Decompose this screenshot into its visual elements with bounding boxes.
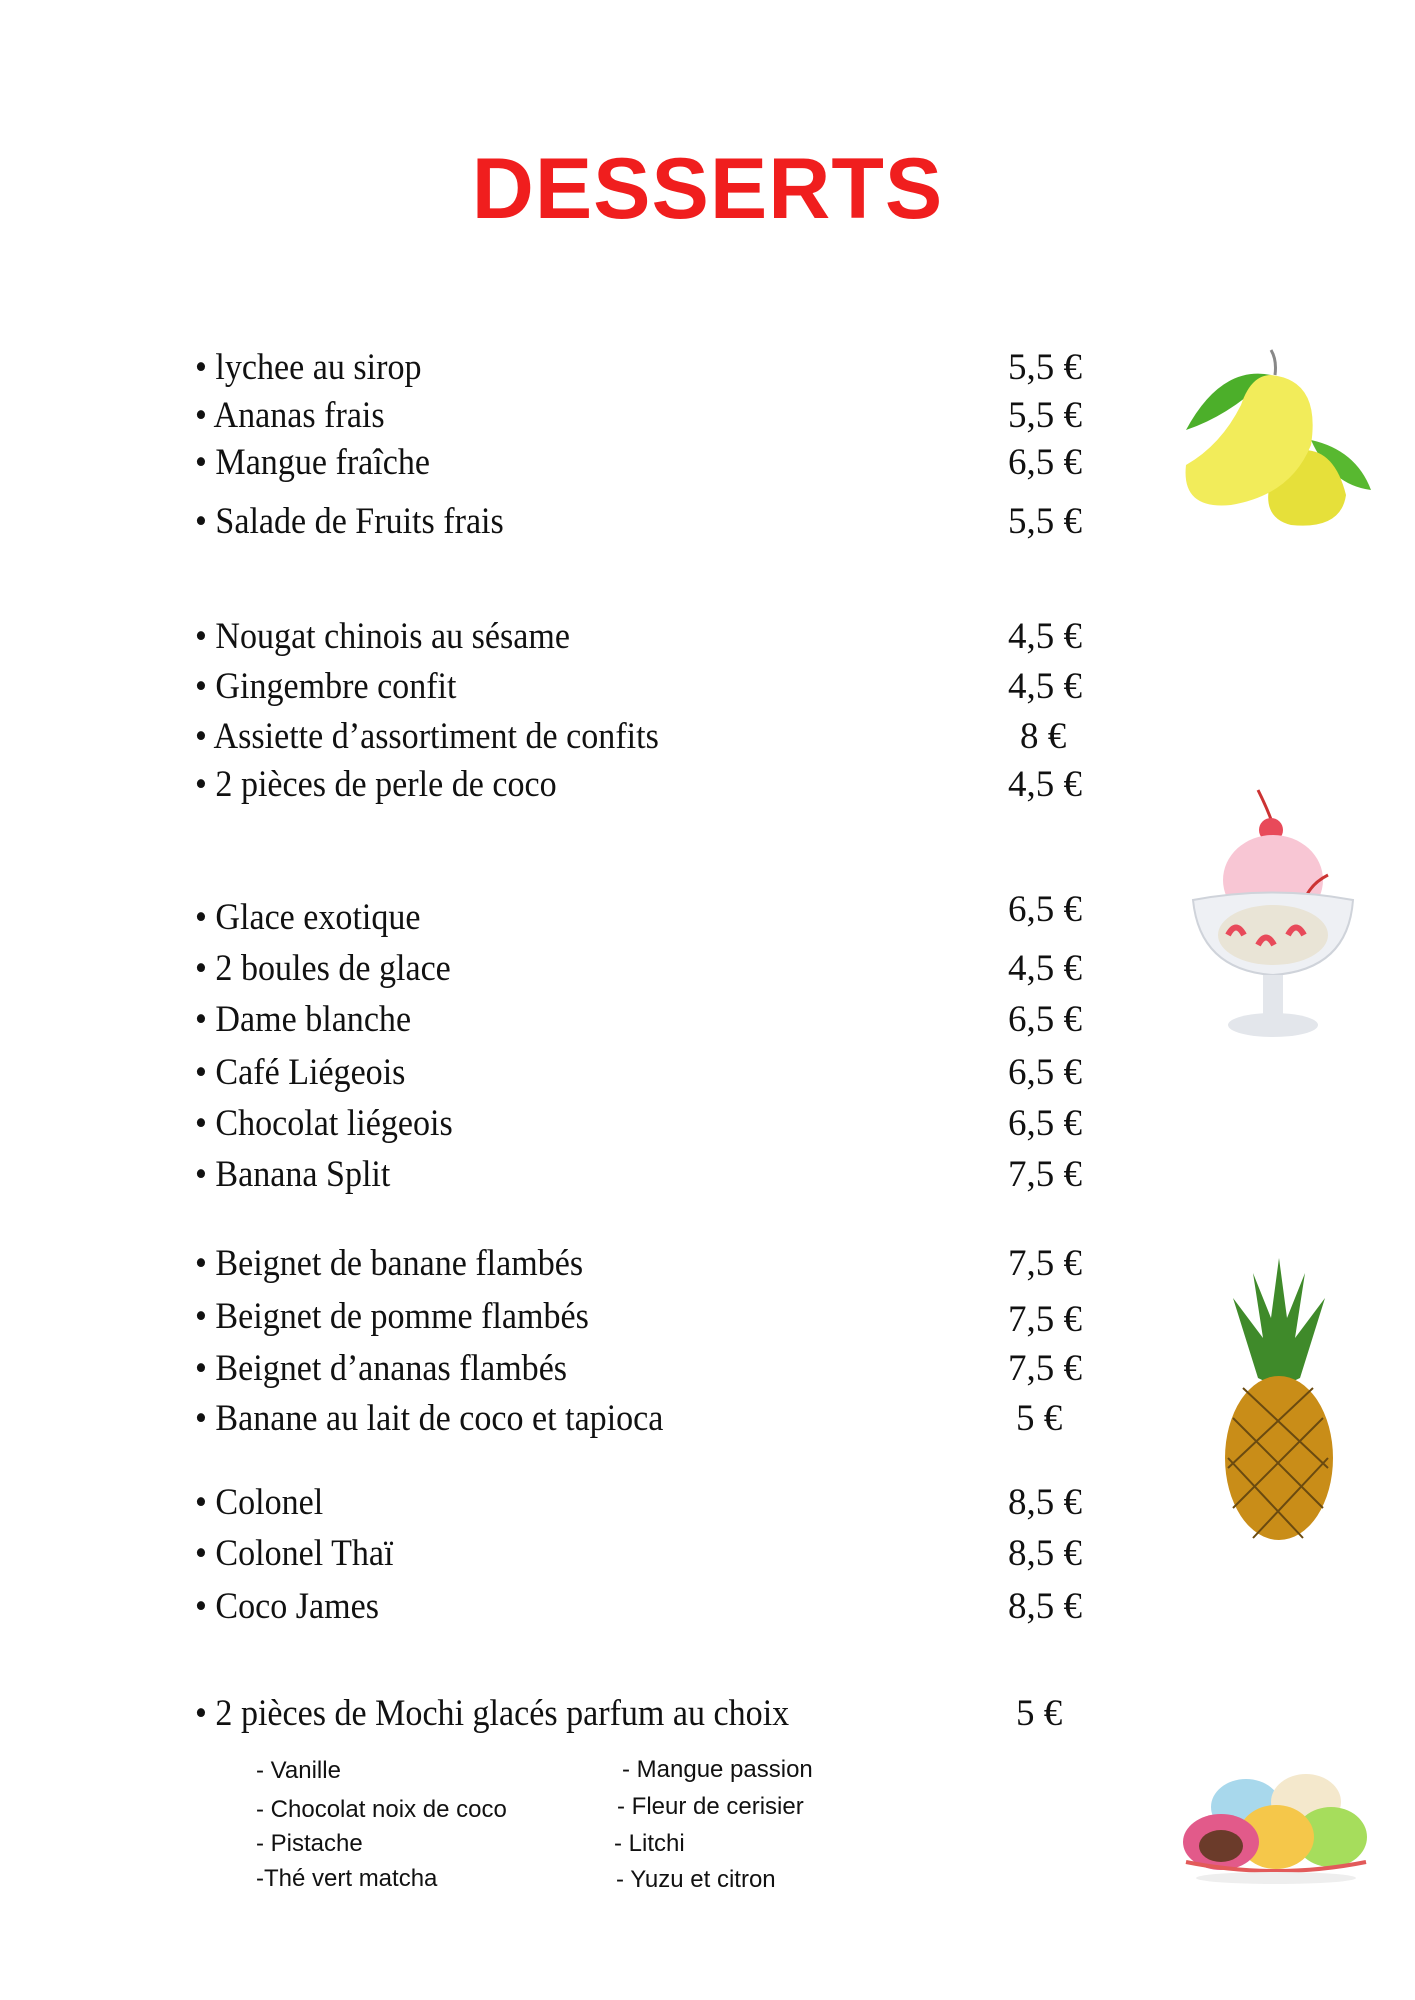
menu-item-price: 6,5 € [1008,1052,1082,1093]
menu-item-price: 8 € [1020,716,1067,757]
menu-item-price: 8,5 € [1008,1482,1082,1523]
flavor-item: - Mangue passion [622,1756,813,1783]
menu-item-price: 4,5 € [1008,764,1082,805]
menu-item-name: • 2 boules de glace [195,948,451,989]
flavor-item: - Chocolat noix de coco [256,1796,507,1823]
menu-item-price: 5 € [1016,1398,1063,1439]
ice-cream-sundae-illustration [1188,785,1358,1055]
menu-item-price: 4,5 € [1008,616,1082,657]
menu-item-name: • Beignet de pomme flambés [195,1296,589,1337]
menu-item-name: • lychee au sirop [195,347,422,388]
menu-item-price: 6,5 € [1008,999,1082,1040]
mango-illustration [1181,345,1373,535]
menu-item-price: 5 € [1016,1693,1063,1734]
menu-item-price: 7,5 € [1008,1154,1082,1195]
menu-item-price: 7,5 € [1008,1348,1082,1389]
menu-item-price: 4,5 € [1008,948,1082,989]
menu-item-name: • 2 pièces de perle de coco [195,764,557,805]
menu-item-name: • Mangue fraîche [195,442,430,483]
flavor-item: -Thé vert matcha [256,1865,438,1892]
menu-item-price: 5,5 € [1008,347,1082,388]
menu-item-price: 7,5 € [1008,1299,1082,1340]
menu-item-price: 6,5 € [1008,1103,1082,1144]
pineapple-illustration [1223,1258,1335,1540]
menu-item-name: • Gingembre confit [195,666,457,707]
menu-item-price: 4,5 € [1008,666,1082,707]
menu-item-price: 6,5 € [1008,889,1082,930]
menu-item-name: • Ananas frais [195,395,385,436]
menu-item-name: • Assiette d’assortiment de confits [195,716,659,757]
menu-item-name: • Nougat chinois au sésame [195,616,570,657]
menu-item-name: • Glace exotique [195,897,421,938]
menu-item-name: • Chocolat liégeois [195,1103,453,1144]
menu-item-name: • Beignet d’ananas flambés [195,1348,568,1389]
flavor-item: - Litchi [614,1830,685,1857]
menu-item-name: • 2 pièces de Mochi glacés parfum au choix [195,1693,790,1734]
menu-item-price: 6,5 € [1008,442,1082,483]
page-title: DESSERTS [471,141,944,237]
menu-item-name: • Colonel [195,1482,324,1523]
menu-item-price: 8,5 € [1008,1533,1082,1574]
menu-item-name: • Banane au lait de coco et tapioca [195,1398,664,1439]
menu-item-name: • Dame blanche [195,999,412,1040]
flavor-item: - Vanille [256,1757,341,1784]
menu-item-price: 8,5 € [1008,1586,1082,1627]
menu-item-price: 5,5 € [1008,395,1082,436]
menu-item-name: • Colonel Thaï [195,1533,394,1574]
flavor-item: - Yuzu et citron [616,1866,776,1893]
flavor-item: - Fleur de cerisier [617,1793,804,1820]
menu-item-price: 7,5 € [1008,1243,1082,1284]
menu-item-name: • Café Liégeois [195,1052,406,1093]
menu-item-price: 5,5 € [1008,501,1082,542]
flavor-item: - Pistache [256,1830,363,1857]
menu-item-name: • Banana Split [195,1154,391,1195]
menu-item-name: • Salade de Fruits frais [195,501,504,542]
menu-item-name: • Coco James [195,1586,379,1627]
mochi-illustration [1181,1772,1371,1888]
menu-item-name: • Beignet de banane flambés [195,1243,584,1284]
